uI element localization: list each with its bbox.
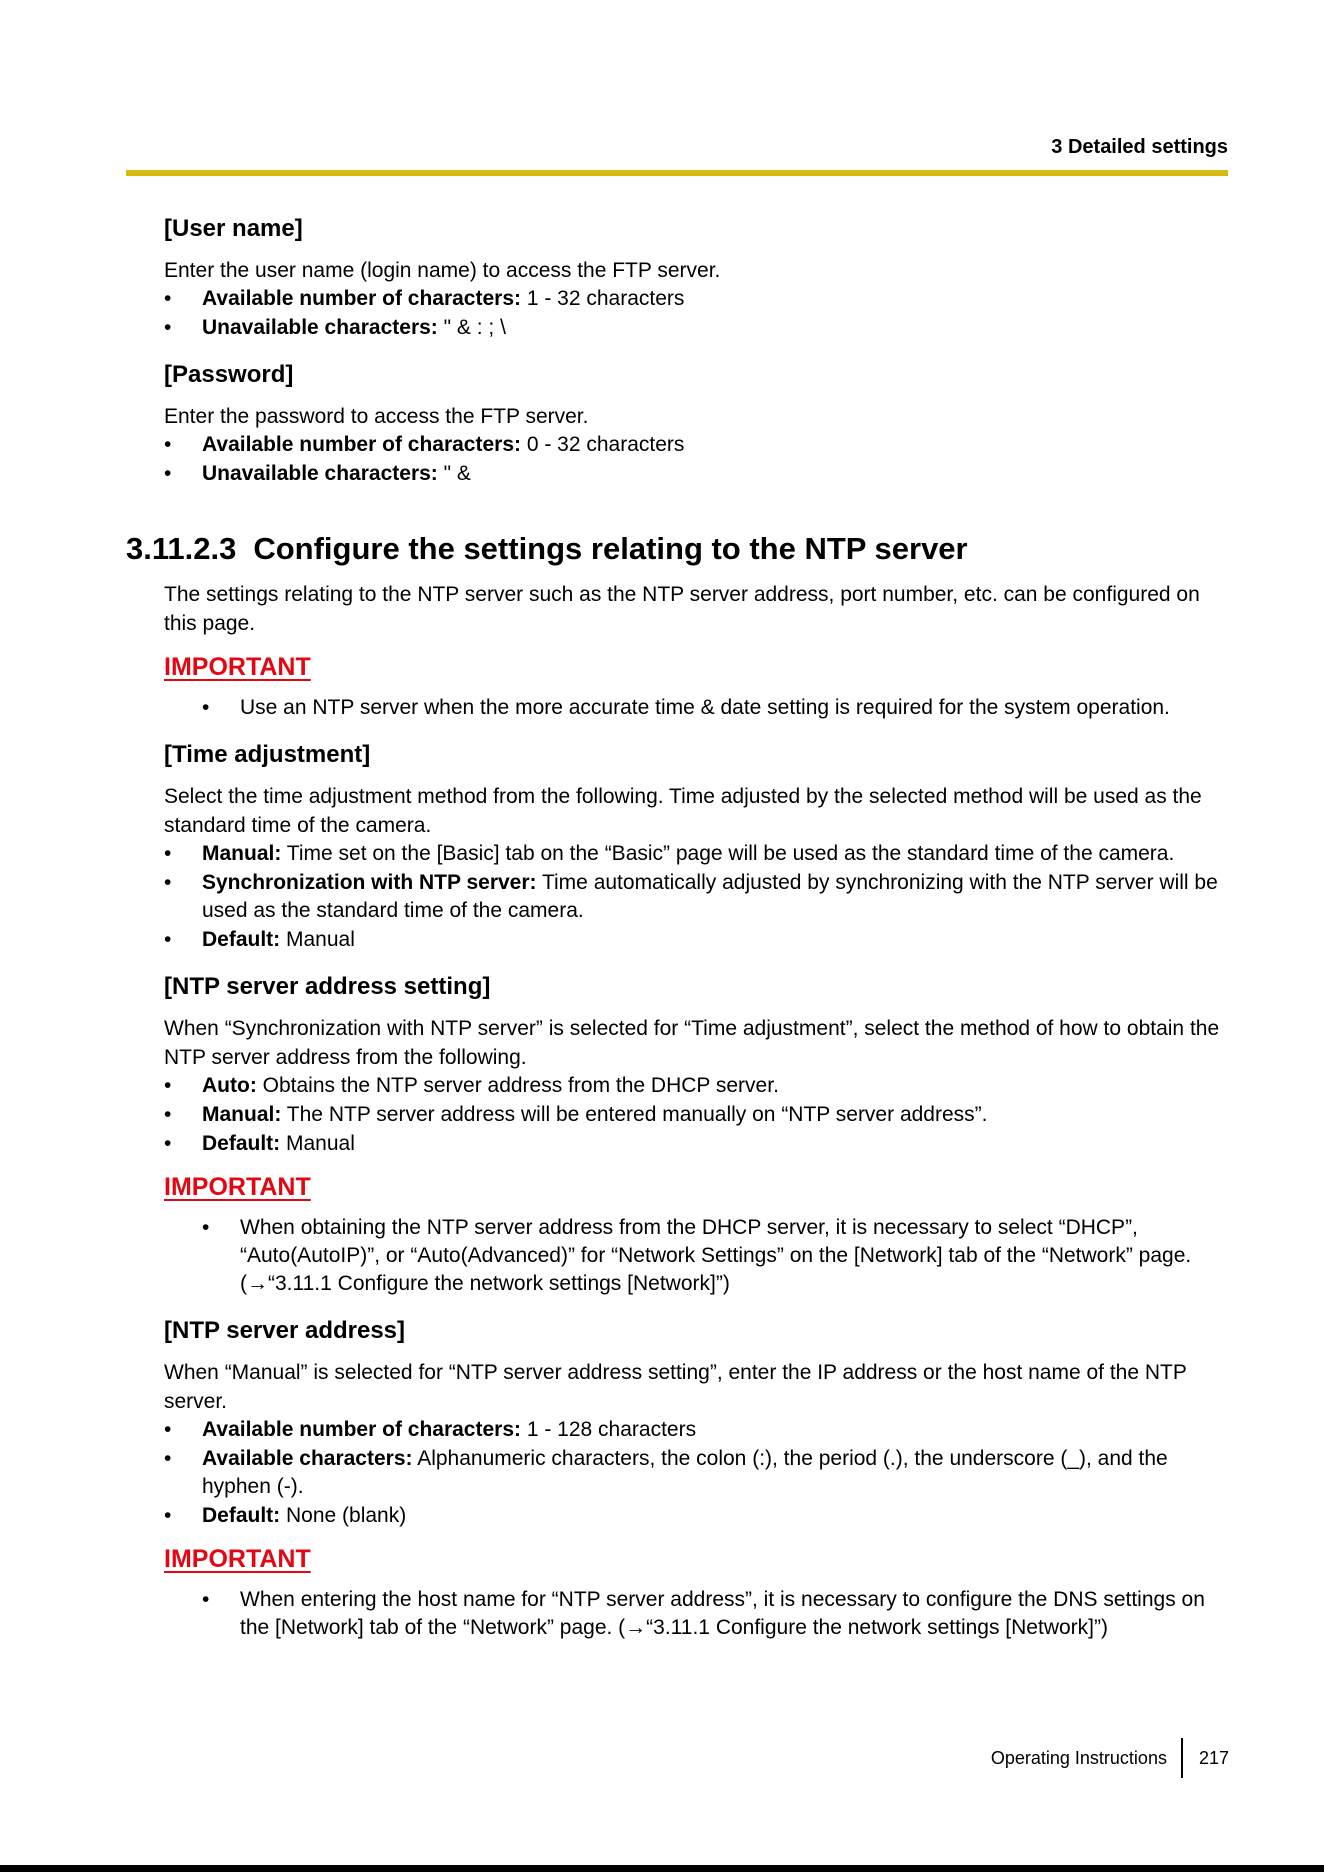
bullet: • xyxy=(164,842,172,865)
running-header: 3 Detailed settings xyxy=(1051,136,1228,158)
list-item xyxy=(164,1445,1230,1501)
time-adjustment-intro: Select the time adjustment method from the following. Time adjusted by the selected method will be used as the standard time of the camera. xyxy=(164,785,1202,837)
user-name-section xyxy=(164,214,1230,342)
item-label: Available characters: xyxy=(202,1447,413,1470)
section-number: 3.11.2.3 xyxy=(126,531,237,566)
list-item xyxy=(164,840,1230,868)
item-text: None (blank) xyxy=(280,1504,407,1527)
item-label: Unavailable characters: xyxy=(202,462,438,485)
bullet: • xyxy=(164,1447,172,1470)
bullet: • xyxy=(164,316,172,339)
user-name-intro: Enter the user name (login name) to access the FTP server. xyxy=(164,259,721,282)
section-intro: The settings relating to the NTP server such as the NTP server address, port number, etc. can be configured on this page. xyxy=(164,583,1200,635)
list-item xyxy=(164,285,1230,313)
ntp-address-setting-list xyxy=(164,1072,1230,1158)
bullet: • xyxy=(164,462,172,485)
item-text: Alphanumeric characters, the colon (:), the period (.), the underscore (_), and the hyphen (-). xyxy=(202,1447,1168,1498)
bullet: • xyxy=(202,1216,210,1239)
page-number: 217 xyxy=(1198,1747,1229,1768)
ntp-address-heading: [NTP server address] xyxy=(164,1317,406,1344)
item-label: Auto: xyxy=(202,1074,257,1097)
item-label: Available number of characters: xyxy=(202,287,521,310)
time-adjustment-heading: [Time adjustment] xyxy=(164,741,371,768)
item-text: 1 - 32 characters xyxy=(521,287,685,310)
item-text: 0 - 32 characters xyxy=(521,433,685,456)
user-name-heading: [User name] xyxy=(164,215,303,242)
list-item xyxy=(164,926,1230,954)
important-text: When entering the host name for “NTP server address”, it is necessary to configure the DNS settings on the [Network] tab of the “Network” page. (→“3.11.1 Configure the network settings [Network]”) xyxy=(240,1588,1205,1639)
header-rule xyxy=(126,170,1228,176)
item-label: Synchronization with NTP server: xyxy=(202,871,537,894)
important-text: When obtaining the NTP server address from the DHCP server, it is necessary to select “DHCP”, “Auto(AutoIP)”, or “Auto(Advanced)” for “Network Settings” on the [Network] tab of the “Network” page. (→“3.11.1 Configure the network settings [Network]”) xyxy=(240,1216,1192,1295)
password-intro: Enter the password to access the FTP server. xyxy=(164,405,589,428)
item-text: The NTP server address will be entered manually on “NTP server address”. xyxy=(281,1103,988,1126)
list-item xyxy=(164,460,1230,488)
section-title: Configure the settings relating to the NTP server xyxy=(253,531,968,566)
ntp-address-intro: When “Manual” is selected for “NTP server address setting”, enter the IP address or the host name of the NTP server. xyxy=(164,1361,1187,1413)
bullet: • xyxy=(164,287,172,310)
list-item xyxy=(164,869,1230,925)
password-list xyxy=(164,431,1230,488)
important-list xyxy=(164,1586,1230,1642)
password-section xyxy=(164,360,1230,488)
bullet: • xyxy=(164,433,172,456)
important-label: IMPORTANT xyxy=(164,653,311,681)
item-text: " & : ; \ xyxy=(437,316,506,339)
bullet: • xyxy=(164,928,172,951)
bullet: • xyxy=(164,871,172,894)
item-label: Available number of characters: xyxy=(202,1418,521,1441)
bullet: • xyxy=(164,1418,172,1441)
page-footer xyxy=(991,1738,1229,1778)
footer-doc-title: Operating Instructions xyxy=(990,1747,1167,1768)
important-list xyxy=(164,694,1230,722)
list-item xyxy=(164,314,1230,342)
page-content xyxy=(126,214,1230,1660)
bullet: • xyxy=(202,1588,210,1611)
item-label: Available number of characters: xyxy=(202,433,521,456)
ntp-address-section xyxy=(164,1316,1230,1642)
important-label: IMPORTANT xyxy=(164,1173,311,1201)
section-heading xyxy=(126,530,1192,568)
item-label: Unavailable characters: xyxy=(202,316,438,339)
item-text: 1 - 128 characters xyxy=(521,1418,697,1441)
bottom-edge xyxy=(0,1865,1324,1872)
ntp-address-setting-intro: When “Synchronization with NTP server” is selected for “Time adjustment”, select the method of how to obtain the NTP server address from the following. xyxy=(164,1017,1220,1069)
password-heading: [Password] xyxy=(164,361,294,388)
list-item xyxy=(164,1416,1230,1444)
list-item xyxy=(164,1072,1230,1100)
important-item xyxy=(164,1214,1230,1298)
list-item xyxy=(164,1502,1230,1530)
item-label: Default: xyxy=(202,1132,281,1155)
time-adjustment-section xyxy=(164,740,1230,954)
bullet: • xyxy=(164,1103,172,1126)
item-text: Manual xyxy=(280,928,355,951)
important-item xyxy=(164,1586,1230,1642)
ntp-address-setting-section xyxy=(164,972,1230,1298)
important-item xyxy=(164,694,1230,722)
ntp-address-list xyxy=(164,1416,1230,1530)
bullet: • xyxy=(164,1504,172,1527)
bullet: • xyxy=(164,1132,172,1155)
important-label: IMPORTANT xyxy=(164,1545,311,1573)
list-item xyxy=(164,1101,1230,1129)
item-label: Default: xyxy=(202,1504,281,1527)
item-text: Obtains the NTP server address from the DHCP server. xyxy=(256,1074,779,1097)
user-name-list xyxy=(164,285,1230,342)
bullet: • xyxy=(164,1074,172,1097)
item-text: Time set on the [Basic] tab on the “Basic” page will be used as the standard time of the camera. xyxy=(281,842,1175,865)
bullet: • xyxy=(202,696,210,719)
list-item xyxy=(164,1130,1230,1158)
ntp-address-setting-heading: [NTP server address setting] xyxy=(164,973,491,1000)
item-label: Manual: xyxy=(202,1103,282,1126)
item-text: Manual xyxy=(280,1132,355,1155)
item-text: Time automatically adjusted by synchronizing with the NTP server will be used as the standard time of the camera. xyxy=(202,871,1218,922)
important-list xyxy=(164,1214,1230,1298)
important-text: Use an NTP server when the more accurate time & date setting is required for the system operation. xyxy=(240,696,1170,719)
list-item xyxy=(164,431,1230,459)
time-adjustment-list xyxy=(164,840,1230,954)
footer-divider xyxy=(1181,1738,1183,1778)
item-label: Manual: xyxy=(202,842,282,865)
item-label: Default: xyxy=(202,928,281,951)
item-text: " & xyxy=(437,462,471,485)
